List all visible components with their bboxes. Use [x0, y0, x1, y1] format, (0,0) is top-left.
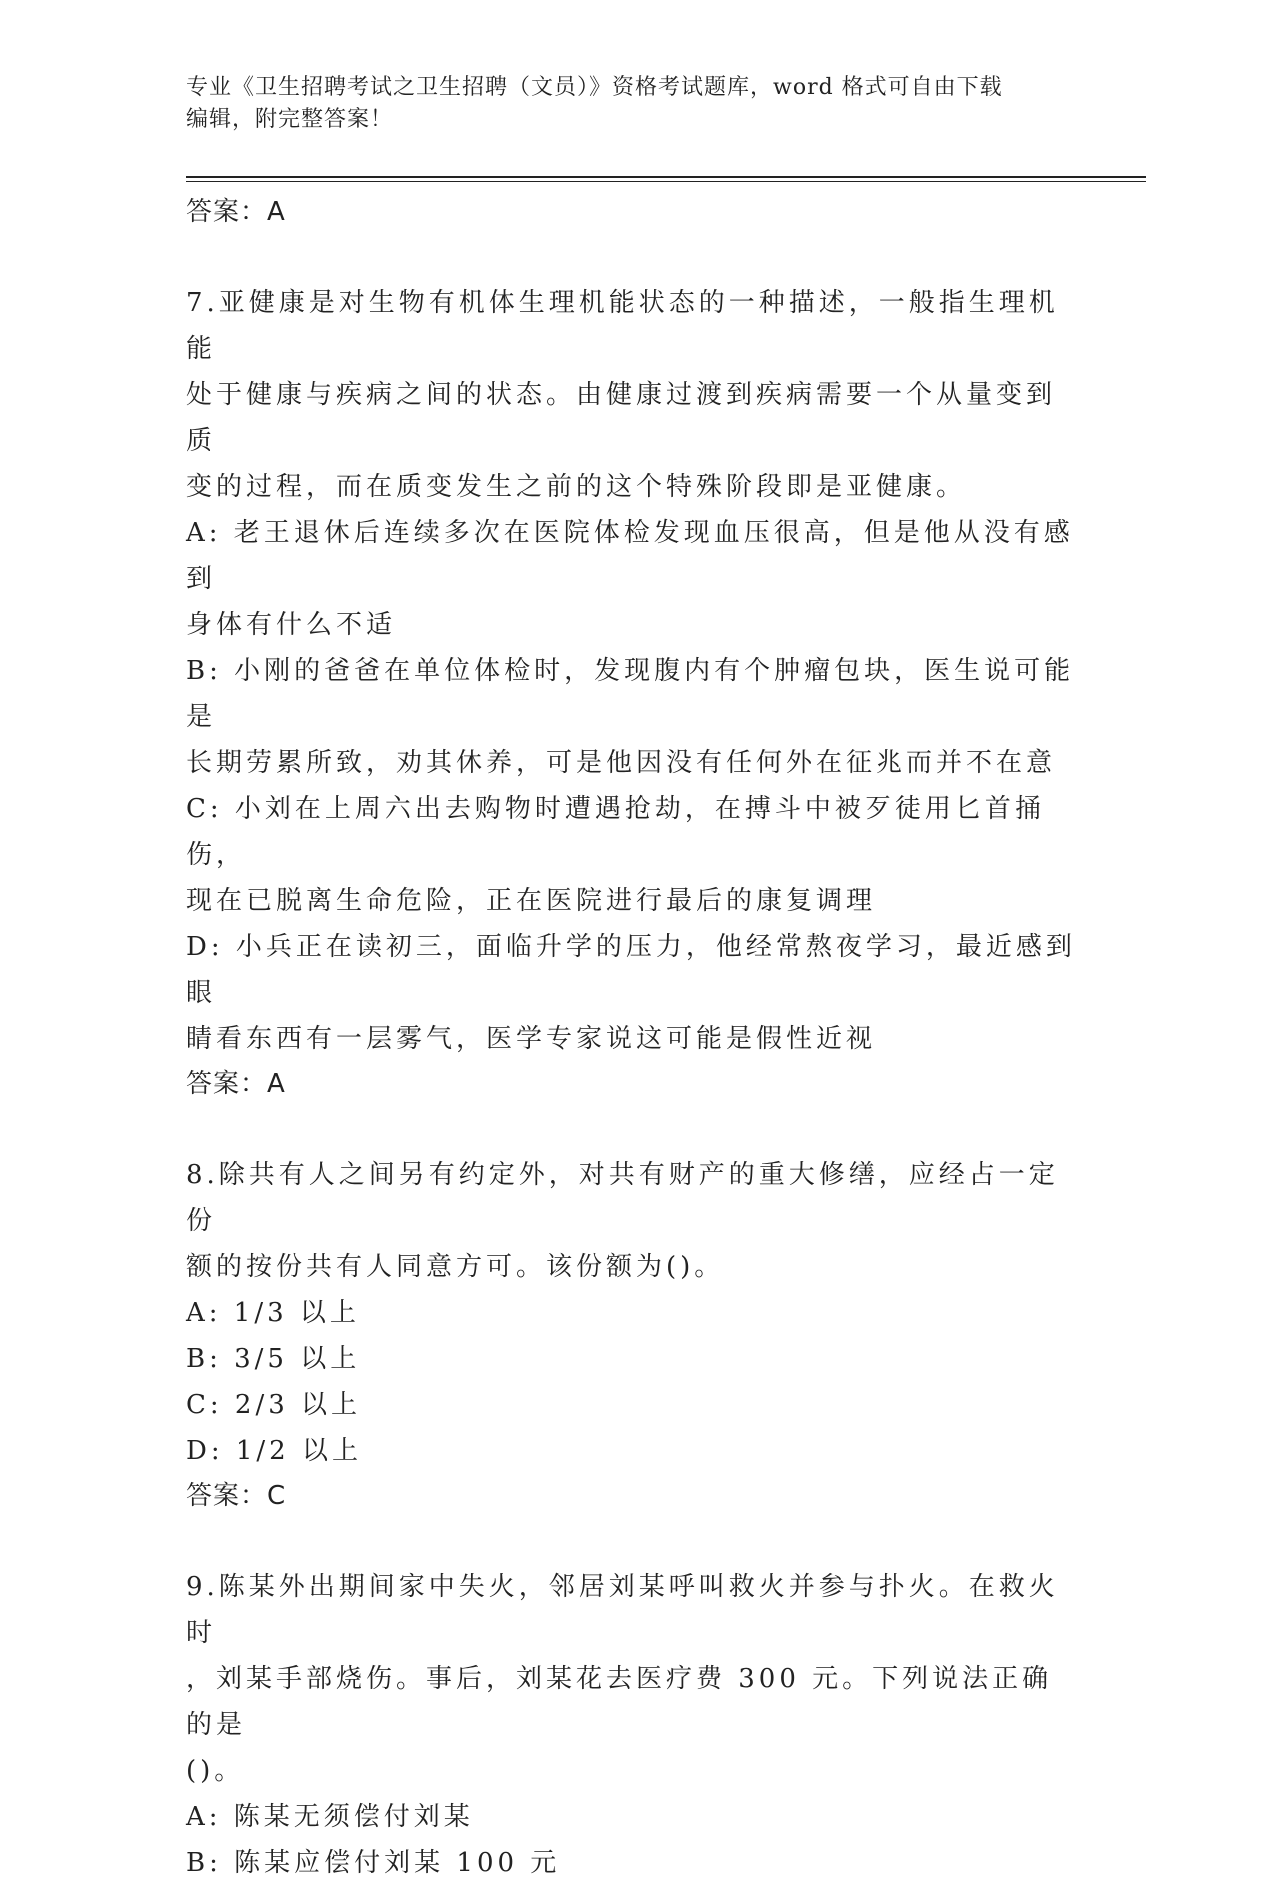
question-line: 8.除共有人之间另有约定外，对共有财产的重大修缮，应经占一定份 [186, 1160, 1059, 1236]
option-c-line: C: 小刘在上周六出去购物时遭遇抢劫，在搏斗中被歹徒用匕首捅伤， [186, 794, 1045, 870]
question-line: 7.亚健康是对生物有机体生理机能状态的一种描述，一般指生理机能 [186, 288, 1059, 364]
option-b-line: 长期劳累所致，劝其休养，可是他因没有任何外在征兆而并不在意 [186, 748, 1057, 778]
answer-line: 答案：C [186, 1481, 287, 1511]
option-a-line: 身体有什么不适 [186, 610, 397, 640]
option-a-line: A: 陈某无须偿付刘某 [186, 1802, 474, 1832]
option-b-line: B: 陈某应偿付刘某 100 元 [186, 1848, 561, 1878]
header-line-2: 编辑，附完整答案！ [186, 107, 394, 132]
question-line: ，刘某手部烧伤。事后，刘某花去医疗费 300 元。下列说法正确的是 [186, 1664, 1053, 1740]
page-header [186, 72, 1086, 136]
option-c-line: 现在已脱离生命危险，正在医院进行最后的康复调理 [186, 886, 877, 916]
answer-line: 答案：A [186, 1069, 286, 1099]
page-content [186, 190, 1076, 1886]
header-rule-thick [186, 176, 1146, 178]
question-7 [186, 280, 1076, 1106]
question-line: 处于健康与疾病之间的状态。由健康过渡到疾病需要一个从量变到质 [186, 380, 1057, 456]
header-line-1: 专业《卫生招聘考试之卫生招聘（文员）》资格考试题库，word 格式可自由下载 [186, 75, 1003, 100]
option-a-line: A: 1/3 以上 [186, 1298, 360, 1328]
previous-answer: 答案：A [186, 197, 286, 227]
option-b-line: B: 小刚的爸爸在单位体检时，发现腹内有个肿瘤包块，医生说可能是 [186, 656, 1075, 732]
header-rule-thin [186, 181, 1146, 182]
option-c-line: C: 2/3 以上 [186, 1390, 362, 1420]
option-d-line: D: 1/2 以上 [186, 1436, 362, 1466]
question-line: 变的过程，而在质变发生之前的这个特殊阶段即是亚健康。 [186, 472, 967, 502]
question-line: 9.陈某外出期间家中失火，邻居刘某呼叫救火并参与扑火。在救火时 [186, 1572, 1059, 1648]
option-a-line: A: 老王退休后连续多次在医院体检发现血压很高，但是他从没有感到 [186, 518, 1074, 594]
question-line: ()。 [186, 1756, 245, 1786]
option-d-line: 睛看东西有一层雾气，医学专家说这可能是假性近视 [186, 1024, 877, 1054]
question-8 [186, 1152, 1076, 1518]
option-b-line: B: 3/5 以上 [186, 1344, 361, 1374]
question-9 [186, 1564, 1076, 1886]
option-d-line: D: 小兵正在读初三，面临升学的压力，他经常熬夜学习，最近感到眼 [186, 932, 1076, 1008]
question-line: 额的按份共有人同意方可。该份额为()。 [186, 1252, 725, 1282]
